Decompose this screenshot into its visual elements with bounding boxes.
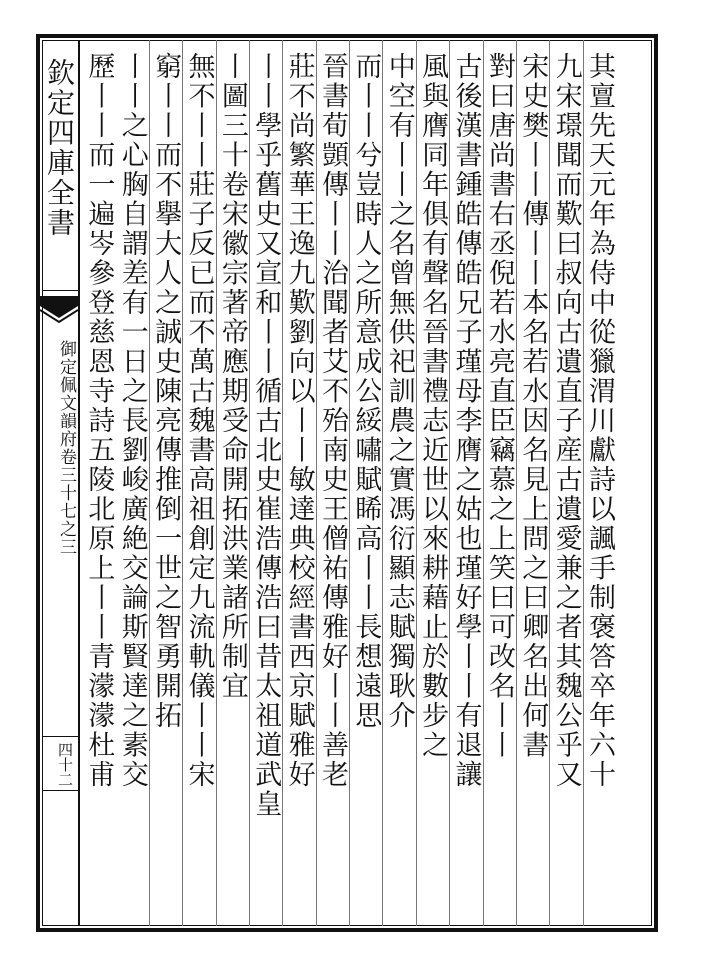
fishtail-mark-icon <box>40 296 78 330</box>
text-column-14: 窮丨丨而不擧大人之誠史陳亮傳推倒一世之智勇開拓 <box>150 52 182 731</box>
gutter-divider <box>78 40 80 926</box>
text-column-1: 其亶先天元年為侍中從獵渭川獻詩以諷手制褒答卒年六十 <box>584 52 615 790</box>
text-column-6: 風與膺同年俱有聲名晉書禮志近世以來耕藉止於數步之 <box>417 52 449 760</box>
text-column-15: 丨丨之心胸自謂差有一日之長劉峻廣絶交論斯賢達之素交 <box>116 52 148 790</box>
text-column-11: 丨丨學乎舊史又宣和丨丨循古北史崔浩傳浩曰昔太祖道武皇 <box>250 52 282 819</box>
text-column-7: 中空有丨丨之名曾無供祀訓農之實馮衍顯志賦獨耿介 <box>383 52 415 731</box>
text-column-3: 宋史樊丨丨傳丨丨本名若水因名見上問之曰卿名出何書 <box>517 52 549 760</box>
chapter-label: 御定佩文韻府卷三十七之三 <box>56 340 76 556</box>
gutter-rule-top <box>42 290 78 291</box>
text-column-5: 古後漢書鍾皓傳皓兄子瑾母李膺之姑也瑾好學丨丨有退讓 <box>450 52 482 790</box>
gutter-rule-mid <box>42 736 78 737</box>
text-column-13: 無不丨丨莊子反已而不萬古魏書高祖創定九流軌儀丨丨宋 <box>183 52 215 790</box>
text-column-10: 莊不尚繁華王逸九歎劉向以丨丨敏達典校經書西京賦雅好 <box>283 52 315 790</box>
text-column-4: 對曰唐尚書右丞倪若水亮直臣竊慕之上笑曰可改名丨丨 <box>483 52 515 760</box>
gutter-rule-bottom <box>42 790 78 791</box>
text-column-8: 而丨丨兮豈時人之所意成公綏嘯賦睎高丨丨長想遠思 <box>350 52 382 731</box>
text-column-2: 九宋璟聞而歎曰叔向古遺直子産古遺愛兼之者其魏公乎又 <box>550 52 582 790</box>
text-column-16: 歷丨丨而一遍岑參登慈恩寺詩五陵北原上丨丨青濛濛杜甫 <box>83 52 115 790</box>
text-column-12: 丨圖三十卷宋徽宗著帝應期受命開拓洪業諸所制宜 <box>216 52 248 701</box>
page-number: 四十二 <box>56 742 74 787</box>
text-column-9: 晉書荀顗傳丨丨治聞者艾不殆南史王僧祐傳雅好丨丨善老 <box>317 52 348 790</box>
book-title: 欽定四庫全書 <box>43 58 76 238</box>
